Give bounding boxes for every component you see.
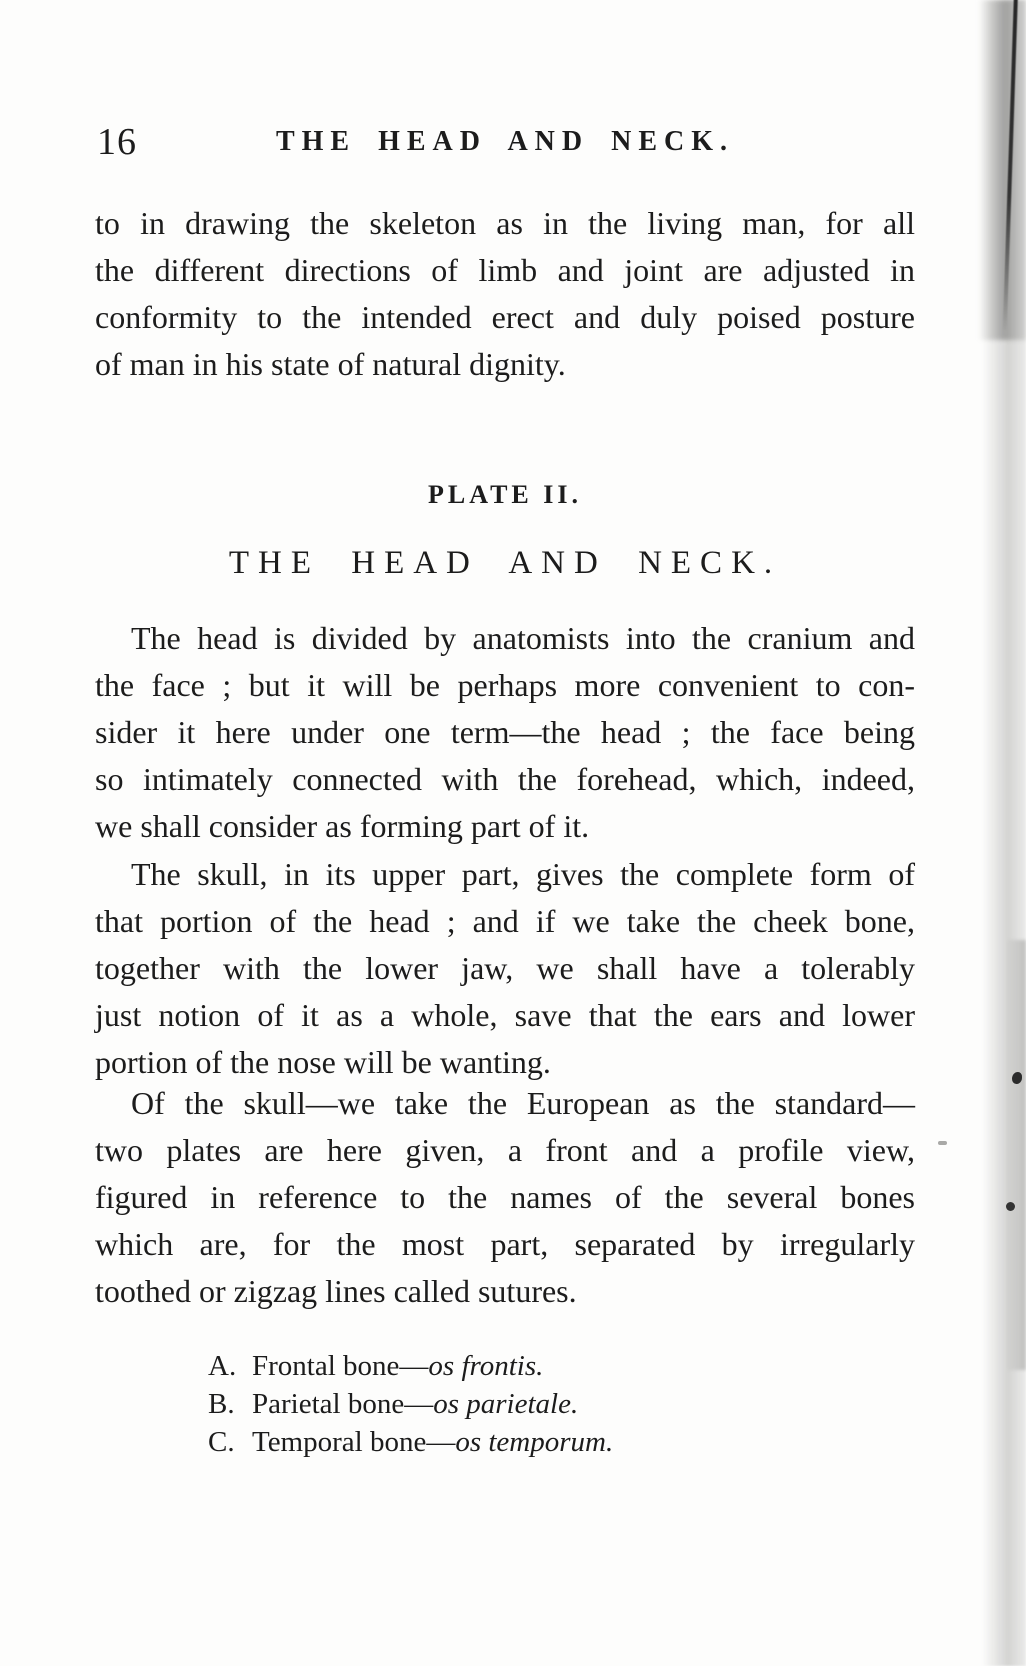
bone-latin-name: os parietale. (433, 1388, 579, 1420)
page-number: 16 (97, 121, 137, 163)
bone-latin-name: os frontis. (428, 1350, 544, 1382)
bone-name: Frontal bone— (252, 1350, 429, 1382)
list-item (208, 1423, 613, 1461)
paragraph-1 (95, 200, 915, 388)
ink-speck (938, 1141, 947, 1145)
plate-heading: PLATE II. (428, 480, 582, 509)
text-line: The head is divided by anatomists into the cranium and (131, 620, 915, 656)
paragraph-4 (95, 1080, 915, 1315)
page-edge-shadow-top (978, 0, 1026, 340)
text-line: sider it here under one term—the head ; the face being (95, 714, 915, 750)
text-line: just notion of it as a whole, save that the ears and lower (95, 997, 915, 1033)
text-line: to in drawing the skeleton as in the living man, for all (95, 205, 915, 241)
text-line: The skull, in its upper part, gives the complete form of (131, 856, 915, 892)
list-item-letter: A. (208, 1350, 237, 1382)
text-line: Of the skull—we take the European as the standard— (131, 1085, 915, 1121)
running-header (95, 121, 915, 163)
bone-name: Temporal bone— (252, 1426, 456, 1458)
text-line: toothed or zigzag lines called sutures. (95, 1273, 577, 1309)
text-line: portion of the nose will be wanting. (95, 1044, 551, 1080)
text-column (95, 0, 915, 1666)
running-header-title: THE HEAD AND NECK. (275, 126, 735, 157)
paragraph-2 (95, 615, 915, 850)
text-line: conformity to the intended erect and duly poised posture (95, 299, 915, 335)
text-line: figured in reference to the names of the several bones (95, 1179, 915, 1215)
ink-speck (1006, 1202, 1015, 1211)
list-item-letter: C. (208, 1426, 235, 1458)
paragraph-3 (95, 851, 915, 1086)
section-title: THE HEAD AND NECK. (228, 545, 782, 581)
text-line: two plates are here given, a front and a profile view, (95, 1132, 915, 1168)
list-item (208, 1347, 613, 1385)
text-line: that portion of the head ; and if we take the cheek bone, (95, 903, 915, 939)
text-line: the different directions of limb and joint are adjusted in (95, 252, 915, 288)
list-item-letter: B. (208, 1388, 235, 1420)
text-line: together with the lower jaw, we shall have a tolerably (95, 950, 915, 986)
text-line: the face ; but it will be perhaps more convenient to con- (95, 667, 915, 703)
bone-name: Parietal bone— (252, 1388, 434, 1420)
text-line: of man in his state of natural dignity. (95, 346, 566, 382)
text-line: we shall consider as forming part of it. (95, 808, 590, 844)
list-item (208, 1385, 613, 1423)
page-edge-shadow-mid (1006, 940, 1026, 1370)
bone-list (208, 1347, 613, 1461)
text-line: which are, for the most part, separated by irregularly (95, 1226, 915, 1262)
bone-latin-name: os temporum. (455, 1426, 614, 1458)
text-line: so intimately connected with the forehead, which, indeed, (95, 761, 915, 797)
